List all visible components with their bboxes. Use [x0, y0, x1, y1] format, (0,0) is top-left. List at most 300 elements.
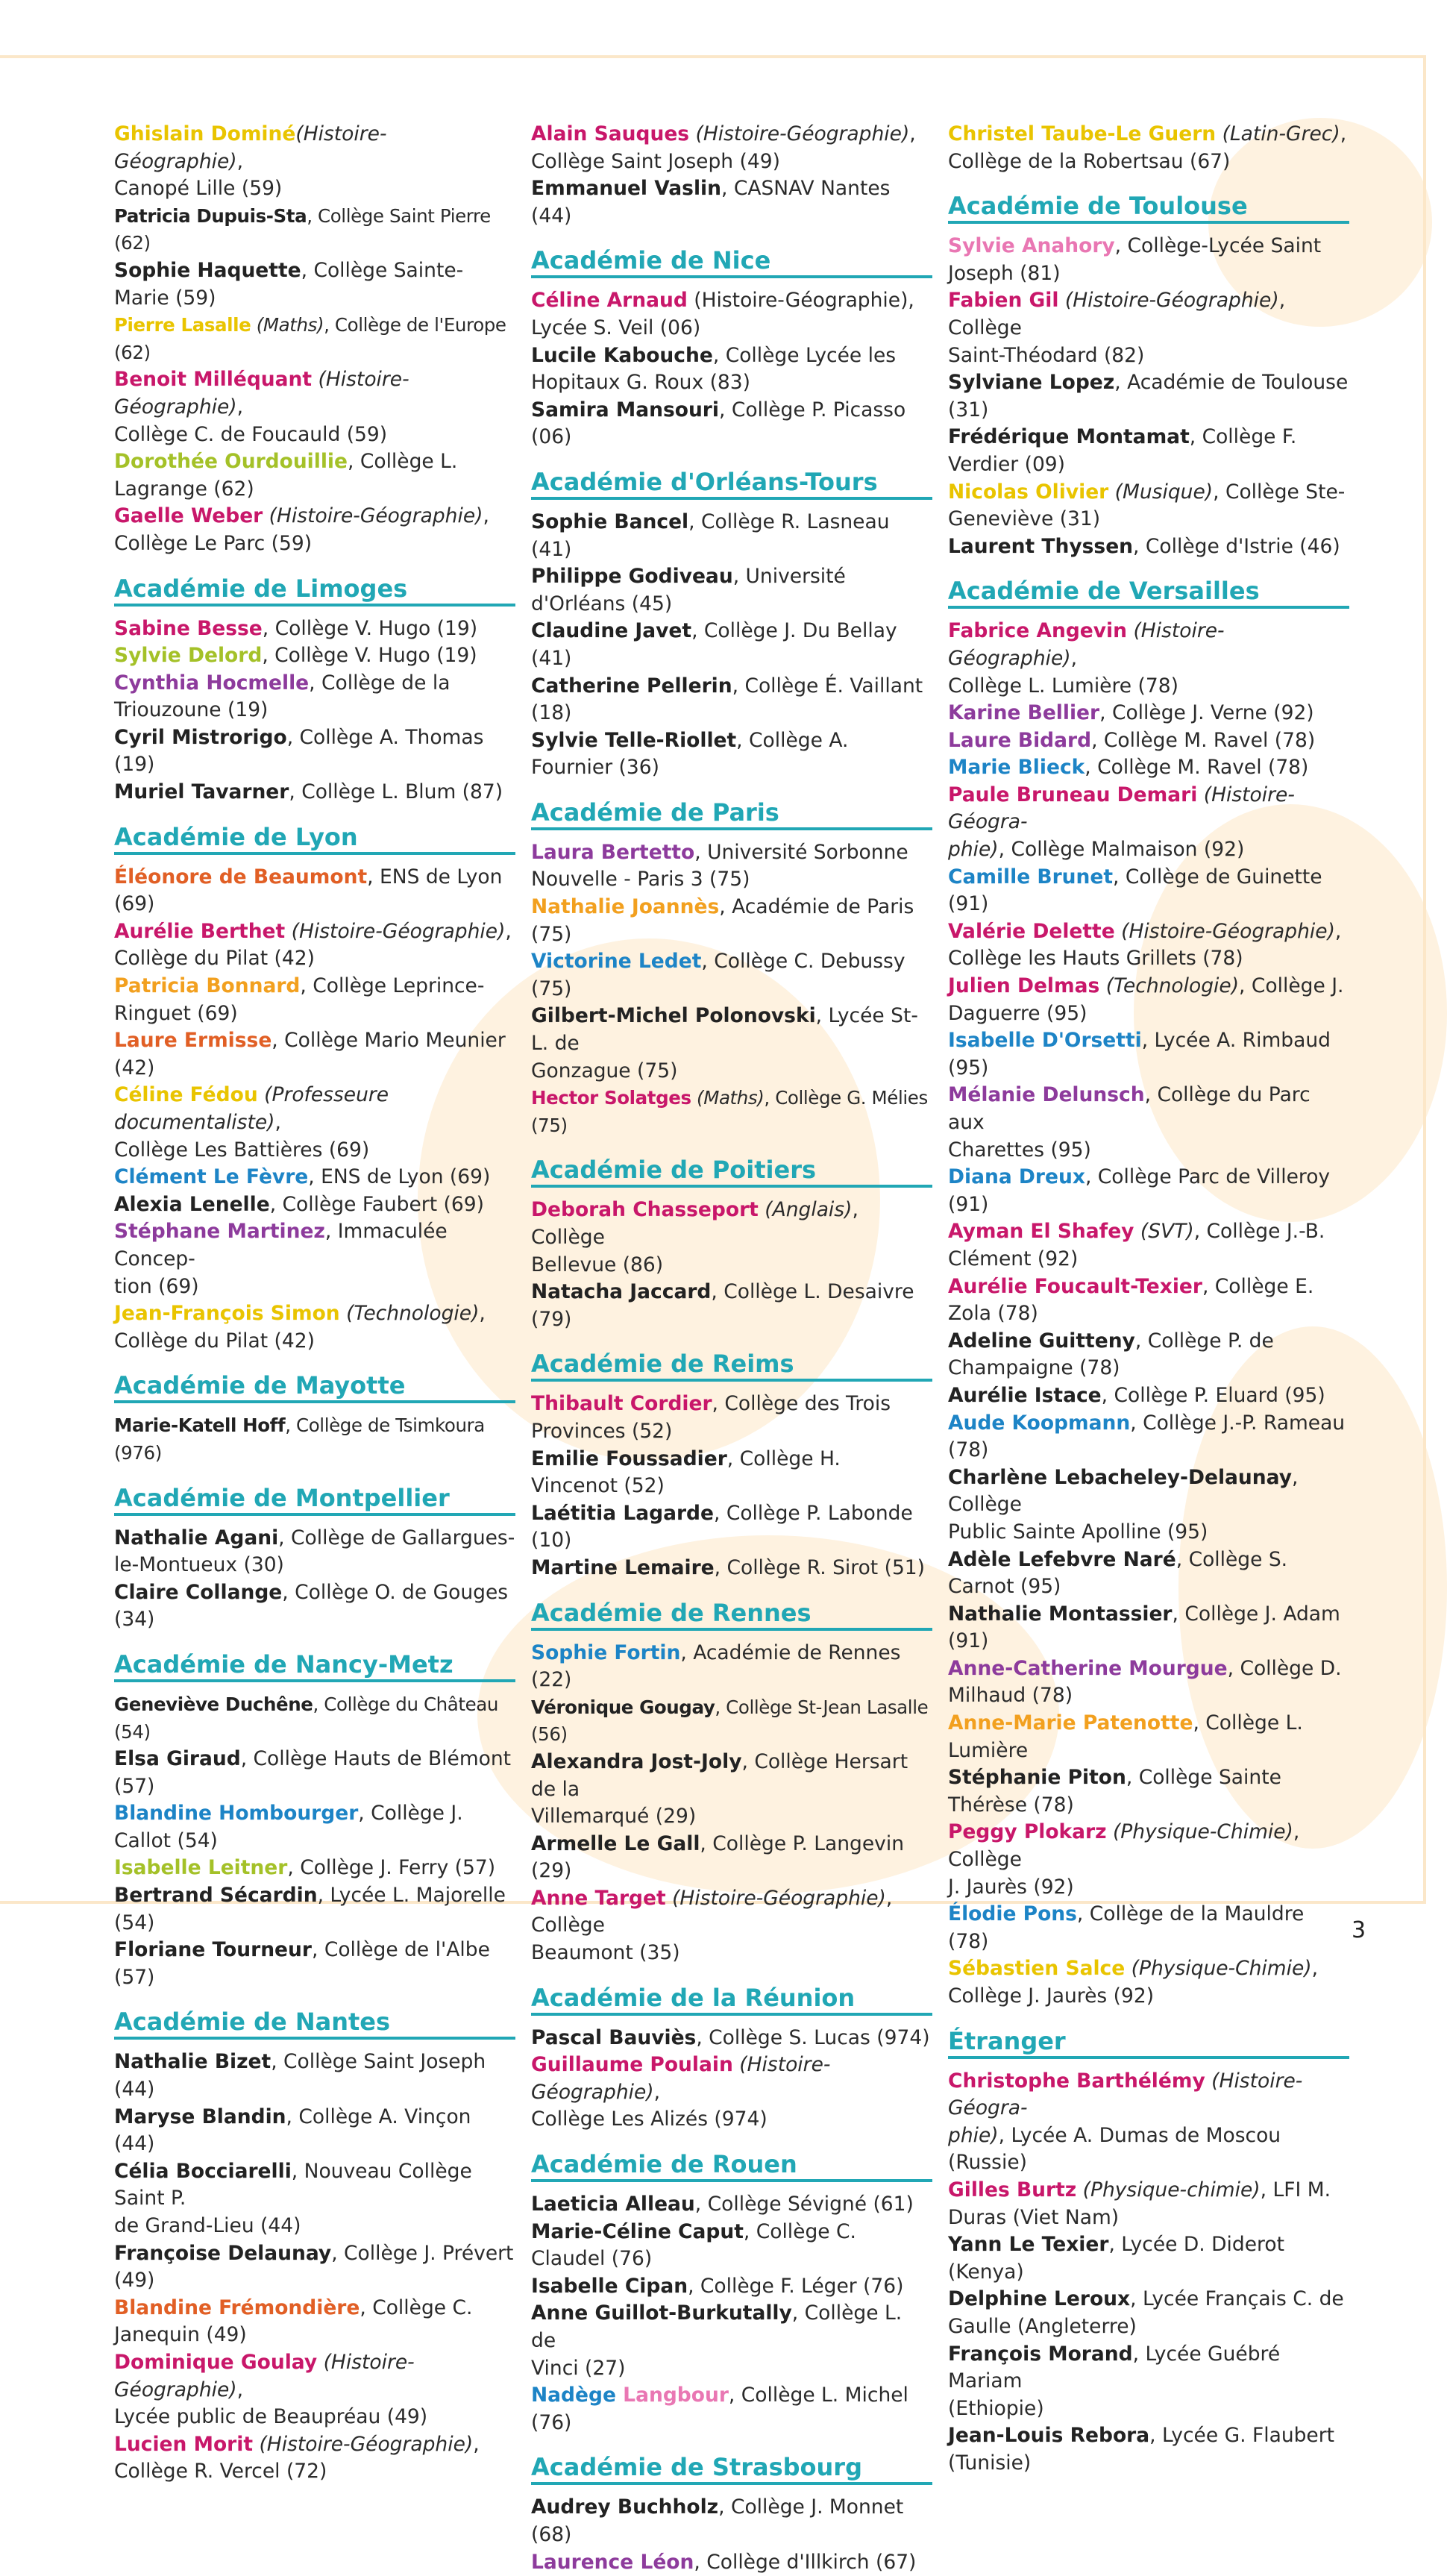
contributor-affiliation: , Collège du Pilat (42): [114, 919, 512, 971]
contributor-subject: (Anglais): [758, 1198, 853, 1222]
contributor-entry: [531, 618, 932, 672]
contributor-entry: [948, 1955, 1349, 2010]
contributor-affiliation: , Collège Leprince- Ringuet (69): [114, 974, 485, 1025]
contributor-affiliation: , Collège G. Mélies (75): [531, 1087, 928, 1136]
contributor-entry: [114, 642, 515, 670]
contributor-entry: [114, 1882, 515, 1937]
contributor-affiliation: , Collège A. Fournier (36): [531, 728, 849, 780]
academie-heading: Académie de Strasbourg: [531, 2453, 932, 2485]
contributor-name: Laeticia Alleau: [531, 2193, 695, 2216]
contributor-affiliation: , Collège Public Sainte Apolline (95): [948, 1465, 1299, 1544]
page-number: 3: [1352, 1917, 1366, 1943]
contributor-name: Gaelle Weber: [114, 504, 263, 528]
contributor-affiliation: , Collège de Tsimkoura (976): [114, 1414, 485, 1464]
contributor-entry: [531, 2219, 932, 2273]
contributor-name: Aurélie Foucault-Texier: [948, 1274, 1202, 1298]
contributor-entry: [948, 1901, 1349, 1955]
contributor-entry: [948, 424, 1349, 478]
contributor-name: Nathalie Bizet: [114, 2050, 271, 2074]
contributor-affiliation: , Collège V. Hugo (19): [262, 616, 478, 640]
contributor-affiliation: , Collège L. Blum (87): [289, 780, 503, 804]
contributor-name: Aurélie Berthet: [114, 919, 286, 943]
contributor-entry: [531, 1197, 932, 1279]
contributor-name: Sylviane Lopez: [948, 371, 1115, 395]
contributor-entry: [531, 2382, 932, 2436]
contributor-affiliation: , Collège Beaumont (35): [531, 1886, 893, 1965]
contributor-name: Fabien Gil: [948, 289, 1059, 313]
contributor-affiliation: , Collège V. Hugo (19): [262, 644, 477, 668]
contributor-entry: [114, 1937, 515, 1991]
contributor-entry: [114, 670, 515, 724]
contributor-name: Isabelle Leitner: [114, 1856, 288, 1880]
contributor-affiliation: , Collège du Château (54): [114, 1693, 499, 1743]
contributor-name: Sabine Besse: [114, 616, 263, 640]
contributor-entry: [948, 121, 1349, 175]
contributor-entry: [531, 948, 932, 1003]
contributor-entry: [531, 509, 932, 563]
contributor-affiliation: , Collège les Hauts Grillets (78): [948, 919, 1342, 971]
contributor-affiliation: , Collège C. Janequin (49): [114, 2295, 473, 2347]
contributor-affiliation: , Collège C. Debussy (75): [531, 950, 905, 1000]
contributor-entry: [531, 2549, 932, 2576]
contributor-name: Laétitia Lagarde: [531, 1501, 714, 1525]
contributor-affiliation: , Collège É. Vaillant (18): [531, 674, 923, 725]
contributor-name: Sophie Bancel: [531, 510, 689, 533]
contributor-name: Mélanie Delunsch: [948, 1083, 1145, 1107]
academie-heading: Académie de Rennes: [531, 1599, 932, 1631]
contributor-subject: (Professeure documentaliste): [114, 1083, 389, 1134]
contributor-affiliation: , Collège M. Ravel (78): [1085, 756, 1309, 780]
contributor-entry: [948, 1764, 1349, 1819]
contributor-affiliation: , Collège Le Parc (59): [114, 504, 489, 555]
contributor-entry: [948, 918, 1349, 973]
contributor-name: Peggy Plokarz: [948, 1820, 1107, 1844]
contributor-name: Alexandra Jost-Joly: [531, 1749, 742, 1773]
contributor-entry: [531, 1085, 932, 1139]
contributor-name: Natacha Jaccard: [531, 1280, 712, 1304]
contributor-entry: [114, 1800, 515, 1855]
contributor-affiliation: , Collège Sainte Thérèse (78): [948, 1766, 1281, 1817]
contributor-affiliation: , Collège St-Jean Lasalle (56): [531, 1696, 929, 1746]
contributor-affiliation: , Lycée A. Dumas de Moscou (Russie): [948, 2123, 1281, 2175]
contributor-entry: [948, 1273, 1349, 1328]
contributor-name: Samira Mansouri: [531, 398, 719, 422]
contributor-name: Anne-Marie Patenotte: [948, 1711, 1193, 1735]
contributor-entry: [114, 2431, 515, 2486]
contributor-entry: [114, 366, 515, 448]
contributor-name: Anne Target: [531, 1886, 666, 1910]
contributor-entry: [114, 1579, 515, 1634]
contributor-affiliation: , ENS de Lyon (69): [308, 1165, 491, 1189]
contributor-affiliation: , Collège R. Sirot (51): [714, 1555, 926, 1579]
contributor-name: Laure Ermisse: [114, 1029, 272, 1053]
contributor-name: Sylvie Delord: [114, 644, 263, 668]
contributor-entry: [114, 2295, 515, 2349]
contributor-entry: [114, 864, 515, 918]
contributor-name: Maryse Blandin: [114, 2105, 286, 2128]
contributor-affiliation: , Collège J. Daguerre (95): [948, 974, 1344, 1025]
contributor-affiliation: , Nouveau Collège Saint P. de Grand-Lieu (44): [114, 2159, 472, 2237]
contributor-affiliation: , LFI M. Duras (Viet Nam): [948, 2178, 1331, 2229]
academie-heading: Académie d'Orléans-Tours: [531, 468, 932, 500]
contributor-name: Ghislain Dominé: [114, 122, 296, 145]
contributor-affiliation: , Collège J. Prévert (49): [114, 2241, 514, 2293]
contributor-entry: [948, 369, 1349, 424]
contributor-affiliation: , Collège Les Alizés (974): [531, 2080, 768, 2131]
contributor-affiliation: , Collège des Trois Provinces (52): [531, 1392, 891, 1443]
academie-heading: Académie de Versailles: [948, 577, 1349, 609]
contributor-name: Isabelle Cipan: [531, 2274, 688, 2298]
contributor-entry: [531, 1640, 932, 1694]
contributor-entry: [531, 1555, 932, 1582]
contributor-affiliation: , Collège J. Jaurès (92): [948, 1957, 1319, 2008]
contributor-entry: [948, 2422, 1349, 2477]
contributor-entry: [114, 1082, 515, 1164]
contributor-affiliation: , Collège Malmaison (92): [998, 838, 1245, 862]
contributor-entry: [114, 1164, 515, 1191]
contributor-name: Lucien Morit: [114, 2432, 254, 2456]
contributor-affiliation: , Collège C. Claudel (76): [531, 2219, 856, 2271]
contributor-subject: (Histoire-Géogra- phie): [948, 2069, 1303, 2147]
contributor-subject: (Histoire-Géographie): [253, 2432, 474, 2456]
contributor-affiliation: , Collège Saint-Théodard (82): [948, 289, 1286, 367]
contributor-name: Françoise Delaunay: [114, 2241, 332, 2265]
contributor-entry: [114, 2104, 515, 2158]
contributor-affiliation: , Collège Sévigné (61): [694, 2193, 914, 2216]
contributor-entry: [948, 2286, 1349, 2340]
contributor-entry: [948, 1382, 1349, 1410]
academie-heading: Académie de Reims: [531, 1350, 932, 1382]
contributor-affiliation: , Collège de l'Europe (62): [114, 314, 506, 363]
contributor-name: Delphine Leroux: [948, 2287, 1131, 2311]
contributor-affiliation: , Collège du Pilat (42): [114, 1302, 486, 1353]
contributor-name-part: Langbour: [615, 2384, 729, 2407]
contributor-subject: (Histoire-Géographie): [531, 2053, 831, 2104]
contributor-entry: [114, 1855, 515, 1882]
contributor-entry: [114, 1300, 515, 1355]
contributor-affiliation: , Collège A. Vinçon (44): [114, 2105, 471, 2156]
contributor-entry: [114, 257, 515, 312]
contributor-affiliation: , Université d'Orléans (45): [531, 565, 846, 615]
academie-heading: Académie de Lyon: [114, 823, 515, 855]
contributor-name: Sophie Haquette: [114, 258, 301, 282]
contributor-name: Sophie Fortin: [531, 1640, 681, 1664]
contributor-name: Sébastien Salce: [948, 1957, 1126, 1981]
academie-heading: Académie de Rouen: [531, 2150, 932, 2182]
contributor-affiliation: , Académie de Toulouse (31): [948, 371, 1349, 422]
contributor-affiliation: , Collège P. Labonde (10): [531, 1501, 913, 1552]
contributor-entry: [948, 618, 1349, 700]
contributor-entry: [948, 754, 1349, 782]
contributor-entry: [531, 342, 932, 397]
contributor-affiliation: , Collège P. Eluard (95): [1101, 1383, 1325, 1407]
contributor-affiliation: , Académie de Rennes (22): [531, 1640, 901, 1692]
contributor-name: Yann Le Texier: [948, 2233, 1109, 2257]
contributor-entry: [531, 1694, 932, 1749]
contributor-entry: [531, 397, 932, 451]
contributor-subject: (Histoire-Géographie): [114, 122, 387, 173]
contributor-name: Thibault Cordier: [531, 1392, 712, 1416]
contributor-name: Patricia Dupuis-Sta: [114, 204, 307, 227]
contributor-affiliation: , Collège R. Lasneau (41): [531, 510, 890, 561]
contributor-entry: [531, 2494, 932, 2548]
contributor-entry: [531, 2025, 932, 2052]
contributor-affiliation: , Collège Hersart de la Villemarqué (29): [531, 1749, 908, 1828]
contributor-name: Geneviève Duchêne: [114, 1693, 313, 1715]
academie-heading: Académie de Paris: [531, 798, 932, 830]
contributor-entry: [531, 839, 932, 894]
contributor-affiliation: , Collège Saint Joseph (44): [114, 2050, 486, 2102]
contributor-name: Céline Fédou: [114, 1083, 258, 1107]
contributor-entry: [948, 727, 1349, 755]
contributor-affiliation: , Lycée Guébré Mariam (Ethiopie): [948, 2342, 1281, 2420]
contributor-name: Elsa Giraud: [114, 1747, 241, 1771]
contributor-name: Gilbert-Michel Polonovski: [531, 1004, 816, 1028]
contributor-entry: [114, 1191, 515, 1219]
contributor-entry: [531, 1831, 932, 1885]
contributor-name: Philippe Godiveau: [531, 565, 733, 589]
contributor-affiliation: (Histoire-Géographie), Lycée S. Veil (06): [531, 289, 914, 339]
contributor-name: Victorine Ledet: [531, 950, 702, 974]
contributor-name: Lucile Kabouche: [531, 343, 713, 367]
contributor-entry: [114, 1412, 515, 1467]
contributor-name: Christel Taube-Le Guern: [948, 122, 1217, 145]
contributor-name: Célia Bocciarelli: [114, 2159, 292, 2183]
column-left: [114, 121, 515, 2486]
contributor-affiliation: , Collège J.-B. Clément (92): [948, 1220, 1325, 1270]
contributor-name: Cynthia Hocmelle: [114, 671, 310, 695]
contributor-name: Marie Blieck: [948, 756, 1085, 780]
contributor-affiliation: , Collège Bellevue (86): [531, 1198, 859, 1276]
contributor-name: Aude Koopmann: [948, 1411, 1131, 1435]
contributor-affiliation: , Collège L. Lagrange (62): [114, 450, 458, 501]
contributor-affiliation: , Collège de la Triouzoune (19): [114, 671, 451, 722]
contributor-name: Deborah Chasseport: [531, 1198, 759, 1222]
contributor-name: Armelle Le Gall: [531, 1831, 700, 1855]
contributor-name: Muriel Tavarner: [114, 780, 289, 804]
contributor-name: Camille Brunet: [948, 865, 1114, 889]
contributor-subject: (SVT): [1134, 1220, 1194, 1244]
contributor-name: Stéphanie Piton: [948, 1766, 1126, 1790]
contributor-name: Hector Solatges: [531, 1087, 691, 1109]
contributor-affiliation: , Collège d'Istrie (46): [1133, 534, 1340, 558]
contributor-entry: [948, 1819, 1349, 1901]
contributor-name: Laurent Thyssen: [948, 534, 1134, 558]
contributor-affiliation: , Lycée public de Beaupréau (49): [114, 2378, 428, 2429]
contributor-affiliation: , Collège S. Lucas (974): [696, 2025, 930, 2049]
contributor-affiliation: , Collège Mario Meunier (42): [114, 1029, 506, 1079]
contributor-name: Claire Collange: [114, 1580, 283, 1604]
contributor-name: Alexia Lenelle: [114, 1192, 270, 1216]
contributor-name: Laura Bertetto: [531, 840, 695, 864]
contributor-entry: [114, 1218, 515, 1300]
contributor-entry: [531, 2191, 932, 2219]
contributor-affiliation: , Collège du Parc aux Charettes (95): [948, 1083, 1311, 1162]
contributor-affiliation: , Collège de Guinette (91): [948, 865, 1322, 916]
contributor-affiliation: , Collège P. Picasso (06): [531, 398, 906, 449]
contributor-entry: [531, 2052, 932, 2134]
contributor-entry: [114, 724, 515, 779]
contributor-name: Bertrand Sécardin: [114, 1884, 318, 1908]
contributor-entry: [531, 1446, 932, 1500]
contributor-subject: (Histoire-Géographie): [689, 122, 910, 145]
contributor-name: Benoit Milléquant: [114, 368, 313, 392]
contributor-entry: [948, 973, 1349, 1027]
contributor-subject: (Histoire-Géographie): [285, 919, 506, 943]
contributor-entry: [531, 1500, 932, 1555]
academie-heading: Académie de Nice: [531, 246, 932, 278]
contributor-affiliation: , Collège J. Ferry (57): [287, 1856, 496, 1880]
contributor-affiliation: , Collège Saint Pierre (62): [114, 204, 491, 254]
contributor-entry: [531, 1279, 932, 1333]
contributor-subject: (Histoire-Géographie): [114, 368, 409, 419]
contributor-subject: (Maths): [251, 314, 324, 336]
contributor-name: Diana Dreux: [948, 1165, 1085, 1189]
contributor-entry: [531, 673, 932, 727]
contributor-entry: [531, 1885, 932, 1967]
contributor-entry: [948, 233, 1349, 287]
contributor-subject: (Physique-Chimie): [1106, 1820, 1293, 1844]
contributor-affiliation: , CASNAV Nantes (44): [531, 177, 891, 228]
contributor-name: Sylvie Telle-Riollet: [531, 728, 737, 752]
contributor-name: Emmanuel Vaslin: [531, 177, 721, 201]
contributor-affiliation: , Collège Saint Joseph (49): [531, 122, 916, 173]
contributor-affiliation: , Lycée Français C. de Gaulle (Angleterre): [948, 2287, 1344, 2338]
contributor-name: Blandine Hombourger: [114, 1802, 359, 1826]
contributor-name: Dorothée Ourdouillie: [114, 450, 348, 474]
contributor-name: François Morand: [948, 2342, 1133, 2366]
contributor-entry: [114, 1027, 515, 1082]
contributor-affiliation: , Lycée L. Majorelle (54): [114, 1884, 506, 1934]
academie-heading: Académie de Poitiers: [531, 1156, 932, 1188]
contributor-name: Julien Delmas: [948, 974, 1100, 998]
contributor-entry: [531, 2273, 932, 2301]
contributor-name: Audrey Buchholz: [531, 2495, 719, 2519]
contributor-affiliation: , Collège Sainte-Marie (59): [114, 258, 464, 310]
contributor-affiliation: , Collège A. Thomas (19): [114, 725, 484, 777]
contributor-affiliation: , ENS de Lyon (69): [114, 865, 503, 916]
academie-heading: Académie de Nancy-Metz: [114, 1650, 515, 1682]
contributor-name: Guillaume Poulain: [531, 2053, 733, 2077]
contributor-name: Claudine Javet: [531, 619, 692, 643]
contributor-subject: (Technologie): [1099, 974, 1240, 998]
page-frame: [0, 55, 1426, 2574]
academie-heading: Académie de Nantes: [114, 2008, 515, 2040]
contributor-entry: [114, 2349, 515, 2431]
academie-heading: Étranger: [948, 2027, 1349, 2059]
contributor-entry: [531, 563, 932, 618]
contributor-affiliation: , Collège J. Jaurès (92): [948, 1820, 1300, 1899]
academie-heading: Académie de Montpellier: [114, 1484, 515, 1516]
contributor-subject: (Musique): [1108, 480, 1214, 504]
academie-heading: Académie de Mayotte: [114, 1371, 515, 1403]
contributor-subject: (Latin-Grec): [1216, 122, 1340, 145]
contributor-entry: [948, 2231, 1349, 2286]
contributor-affiliation: , Collège J. Monnet (68): [531, 2495, 904, 2546]
contributor-affiliation: , Collège de l'Albe (57): [114, 1938, 490, 1989]
contributor-entry: [948, 479, 1349, 533]
contributor-entry: [948, 1546, 1349, 1601]
contributor-entry: [114, 1525, 515, 1579]
contributor-name: Anne-Catherine Mourgue: [948, 1656, 1228, 1680]
contributor-entry: [948, 1082, 1349, 1164]
contributor-name: Céline Arnaud: [531, 289, 688, 313]
contributor-entry: [114, 779, 515, 806]
contributor-entry: [114, 2158, 515, 2240]
contributor-name: Élodie Pons: [948, 1902, 1077, 1926]
contributor-affiliation: , Collège L. Lumière (78): [948, 646, 1178, 698]
contributor-name: Marie-Céline Caput: [531, 2219, 744, 2243]
contributor-entry: [948, 1655, 1349, 1710]
contributor-affiliation: , Canopé Lille (59): [114, 149, 283, 201]
contributor-affiliation: , Lycée A. Rimbaud (95): [948, 1029, 1331, 1079]
contributor-name: Nathalie Montassier: [948, 1602, 1173, 1626]
contributor-name: Nadège: [531, 2384, 616, 2407]
contributor-entry: [948, 700, 1349, 727]
contributor-affiliation: , Collège M. Ravel (78): [1091, 728, 1316, 752]
contributor-affiliation: , Collège Parc de Villeroy (91): [948, 1165, 1331, 1216]
contributor-affiliation: , Collège R. Vercel (72): [114, 2432, 480, 2483]
contributor-entry: [114, 1691, 515, 1746]
contributor-entry: [114, 2049, 515, 2103]
contributor-subject: (Histoire-Géogra- phie): [948, 783, 1295, 862]
contributor-name: Nathalie Agani: [114, 1526, 279, 1549]
contributor-name: Marie-Katell Hoff: [114, 1414, 286, 1437]
contributor-entry: [531, 175, 932, 230]
contributor-subject: (Histoire-Géographie): [263, 504, 483, 528]
contributor-entry: [114, 2240, 515, 2295]
contributor-affiliation: , Collège D. Milhaud (78): [948, 1656, 1342, 1708]
contributor-name: Jean-Louis Rebora: [948, 2424, 1150, 2448]
contributor-name: Laure Bidard: [948, 728, 1092, 752]
contributor-affiliation: , Collège E. Zola (78): [948, 1274, 1314, 1326]
contributor-entry: [948, 533, 1349, 561]
contributor-name: Clément Le Fèvre: [114, 1165, 309, 1189]
contributor-name: Cyril Mistrorigo: [114, 725, 287, 749]
academie-heading: Académie de Toulouse: [948, 192, 1349, 224]
contributor-name: Nicolas Olivier: [948, 480, 1109, 504]
contributor-name: Véronique Gougay: [531, 1696, 715, 1718]
contributor-name: Stéphane Martinez: [114, 1220, 325, 1244]
contributor-name: Alain Sauques: [531, 122, 690, 145]
contributor-name: Éléonore de Beaumont: [114, 865, 368, 889]
contributor-affiliation: , Collège F. Verdier (09): [948, 425, 1297, 476]
contributor-entry: [531, 1749, 932, 1831]
contributor-entry: [114, 448, 515, 503]
contributor-affiliation: , Collège L. Lumière: [948, 1711, 1303, 1762]
contributor-name: Patricia Bonnard: [114, 974, 301, 998]
contributor-entry: [531, 121, 932, 175]
contributor-entry: [114, 121, 515, 203]
contributor-name: Adèle Lefebvre Naré: [948, 1547, 1176, 1571]
contributor-name: Isabelle D'Orsetti: [948, 1029, 1142, 1053]
contributor-affiliation: , Collège d'Illkirch (67): [694, 2550, 917, 2574]
contributor-affiliation: , Collège F. Léger (76): [688, 2274, 904, 2298]
contributor-affiliation: , Collège C. de Foucauld (59): [114, 395, 388, 446]
contributor-name: Charlène Lebacheley-Delaunay: [948, 1465, 1292, 1489]
contributor-entry: [948, 782, 1349, 864]
contributor-affiliation: , Collège J. Du Bellay (41): [531, 619, 897, 670]
contributor-name: Karine Bellier: [948, 701, 1100, 725]
contributor-entry: [531, 1391, 932, 1445]
contributor-entry: [531, 1003, 932, 1085]
contributor-affiliation: , Collège Faubert (69): [269, 1192, 484, 1216]
contributor-entry: [531, 2300, 932, 2382]
column-right: [948, 121, 1349, 2478]
contributor-entry: [531, 287, 932, 342]
contributor-entry: [948, 1027, 1349, 1082]
academie-heading: Académie de la Réunion: [531, 1984, 932, 2016]
